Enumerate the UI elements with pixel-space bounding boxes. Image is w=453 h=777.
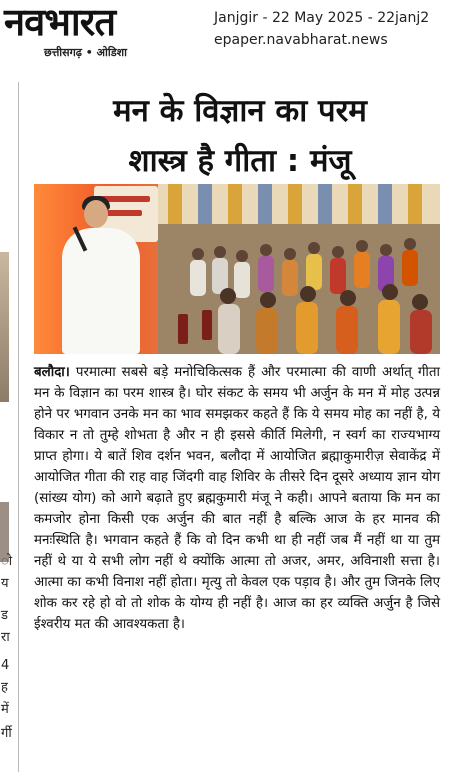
adjacent-text-fragment: में — [1, 702, 9, 717]
headline-line: मन के विज्ञान का परम — [113, 93, 367, 129]
speaker-figure — [62, 228, 140, 354]
website-link[interactable]: epaper.navabharat.news — [214, 32, 388, 48]
edition-info: Janjgir - 22 May 2025 - 22janj2 — [214, 10, 430, 26]
adjacent-text-fragment: 4 — [1, 658, 10, 673]
masthead — [0, 0, 453, 62]
column-divider — [18, 82, 19, 772]
adjacent-column-strip — [0, 62, 22, 777]
adjacent-text-fragment: र्गी — [1, 726, 12, 741]
audience-illustration — [158, 184, 440, 354]
newspaper-logo[interactable]: नवभारत — [4, 0, 115, 44]
adjacent-text-fragment: ड — [1, 608, 8, 623]
adjacent-photo — [0, 252, 9, 402]
speaker-face — [84, 200, 108, 228]
adjacent-text-fragment: ह — [1, 680, 8, 695]
article-photo[interactable] — [34, 184, 440, 354]
article-dateline: बलौदा। — [34, 365, 70, 380]
article-body — [34, 362, 440, 635]
audience-photo-panel — [158, 184, 440, 354]
article-headline[interactable] — [40, 86, 440, 186]
article-text: परमात्मा सबसे बड़े मनोचिकित्सक हैं और परमात्मा की वाणी अर्थात् गीता मन के विज्ञान का परम शास्त्र है। घोर संकट के समय भी अर्जुन के मन में मोह उत्पन्न होने पर भगवान उनके मन का भाव समझकर कहते हैं कि ये समय मोह का नहीं है, ये विकार न तो तुम्हे शोभता है और न ही इससे कीर्ति मिलेगी, न स्वर्ग का राज्यभाग्य प्राप्त होगा। ये बातें शिव दर्शन भवन, बलौदा में आयोजित ब्रह्माकुमारीज़ सेवाकेंद्र में आयोजित गीता की राह वाह जिंदगी वाह शिविर के तीसरे दिन दूसरे अध्याय ज्ञान योग (सांख्य योग) को आगे बढ़ाते हुए ब्रह्मकुमारी मंजू ने कही। आपने बताया कि मन का कमजोर होना किसी एक अर्जुन की बात नहीं है बल्कि आज के हर मानव की मनःस्थिति है। भगवान कहते हैं कि वो दिन कभी था ही नहीं जब मैं नहीं था या तुम नहीं थे या ये सभी लोग नहीं थे क्योंकि आत्मा तो अजर, अमर, अविनाशी सत्ता है। आत्मा का कभी विनाश नहीं होता। मृत्यु तो केवल एक पड़ाव है। और तुम जिनके लिए शोक कर रहे हो वो तो शोक के योग्य ही नहीं है। आज का हर व्यक्ति अर्जुन है जिसे ईश्वरीय मत की आवश्यकता है। — [34, 365, 440, 632]
logo-subtitle: छत्तीसगढ़ • ओडिशा — [44, 46, 127, 59]
adjacent-photo — [0, 502, 9, 562]
headline-line: शास्त्र है गीता : मंजू — [128, 143, 352, 179]
adjacent-text-fragment: य — [1, 576, 9, 591]
adjacent-text-fragment: रा — [1, 630, 10, 645]
adjacent-text-fragment: ो — [1, 554, 13, 569]
